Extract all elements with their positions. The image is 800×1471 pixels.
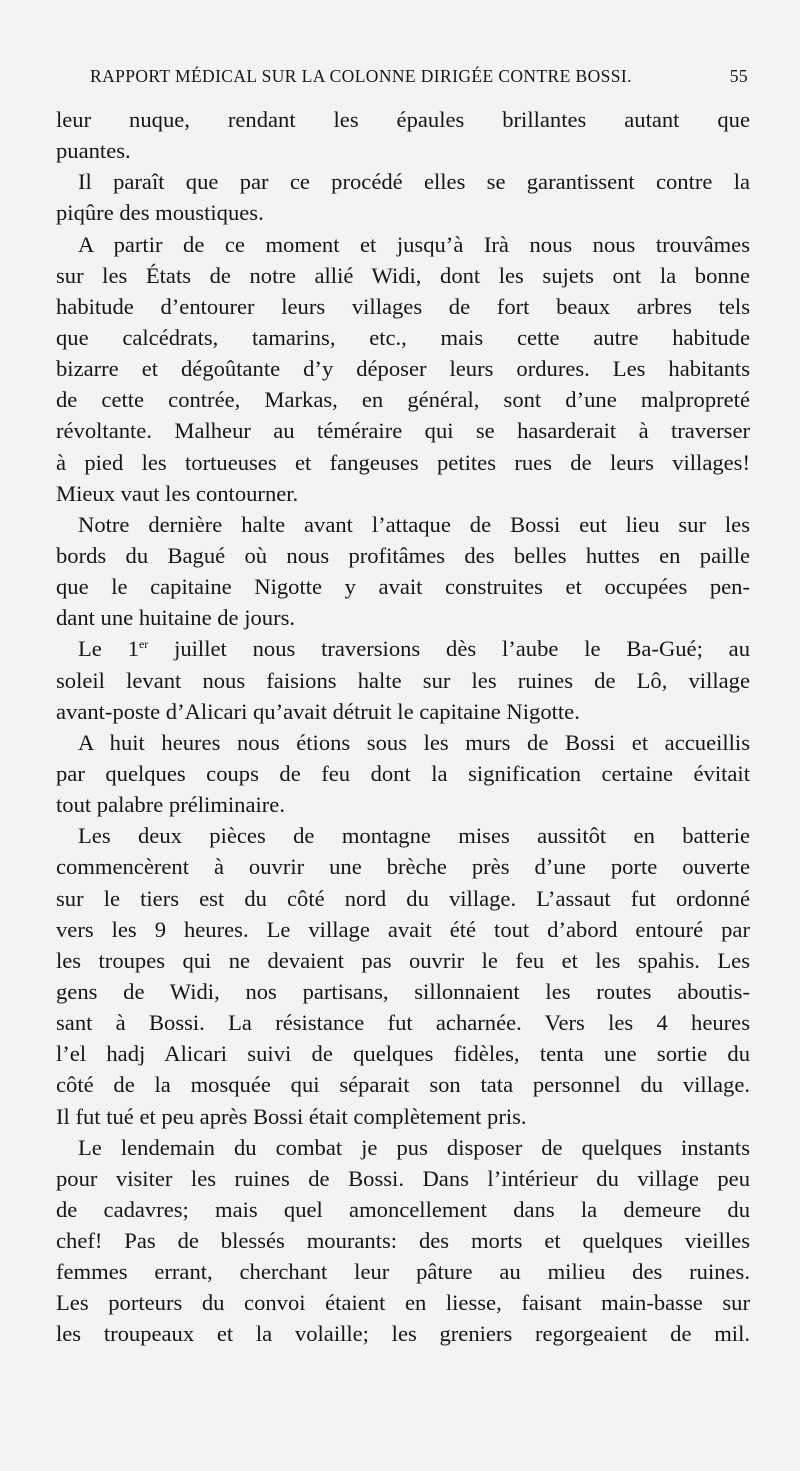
text-line: leur nuque, rendant les épaules brillantes autant que <box>56 107 750 132</box>
text-line: à pied les tortueuses et fangeuses petites rues de leurs villages! <box>56 449 750 475</box>
text-line: commencèrent à ouvrir une brèche près d’une porte ouverte <box>56 854 750 880</box>
text-line: bords du Bagué où nous profitâmes des belles huttes en paille <box>56 542 750 568</box>
text-line: femmes errant, cherchant leur pâture au milieu des ruines. <box>56 1259 750 1285</box>
text-line: sur le tiers est du côté nord du village. L’assaut fut ordonné <box>56 885 750 911</box>
text-line: l’el hadj Alicari suivi de quelques fidèles, tenta une sortie du <box>56 1041 750 1067</box>
text-line: Il paraît que par ce procédé elles se garantissent contre la <box>78 169 750 195</box>
text-line: avant-poste d’Alicari qu’avait détruit le capitaine Nigotte. <box>56 698 580 724</box>
running-header <box>62 64 748 90</box>
text-line: Les deux pièces de montagne mises aussitôt en batterie <box>78 823 750 849</box>
text-line: piqûre des moustiques. <box>56 200 264 226</box>
text-line: côté de la mosquée qui séparait son tata personnel du village. <box>56 1072 750 1098</box>
text-line-rest: juillet nous traversions dès l’aube le Ba-Gué; au <box>174 636 750 662</box>
text-line: soleil levant nous faisions halte sur les ruines de Lô, village <box>56 667 750 693</box>
text-line: bizarre et dégoûtante d’y déposer leurs ordures. Les habitants <box>56 356 750 382</box>
text-line: Il fut tué et peu après Bossi était complètement pris. <box>56 1103 527 1129</box>
ordinal-superscript: er <box>138 637 149 652</box>
text-line: A partir de ce moment et jusqu’à Irà nous nous trouvâmes <box>78 231 750 257</box>
text-line: vers les 9 heures. Le village avait été tout d’abord entouré par <box>56 916 750 942</box>
text-line: de cette contrée, Markas, en général, sont d’une malpropreté <box>56 387 750 413</box>
text-line-date <box>56 633 750 664</box>
running-title: RAPPORT MÉDICAL SUR LA COLONNE DIRIGÉE CONTRE BOSSI. <box>90 66 632 86</box>
text-line: que le capitaine Nigotte y avait construites et occupées pen- <box>56 574 750 600</box>
page-number: 55 <box>729 66 748 86</box>
text-line: Mieux vaut les contourner. <box>56 480 299 506</box>
text-line: révoltante. Malheur au téméraire qui se hasarderait à traverser <box>56 418 750 444</box>
text-line: Notre dernière halte avant l’attaque de Bossi eut lieu sur les <box>78 511 750 537</box>
body-text <box>56 104 750 1350</box>
text-line: les troupeaux et la volaille; les greniers regorgeaient de mil. <box>56 1321 750 1347</box>
text-line: habitude d’entourer leurs villages de fort beaux arbres tels <box>56 293 750 319</box>
text-line: dant une huitaine de jours. <box>56 605 296 631</box>
text-line: chef! Pas de blessés mourants: des morts et quelques vieilles <box>56 1228 750 1254</box>
text-line: tout palabre préliminaire. <box>56 792 285 818</box>
text-line: gens de Widi, nos partisans, sillonnaient les routes aboutis- <box>56 978 750 1004</box>
text-line: par quelques coups de feu dont la signification certaine évitait <box>56 760 750 786</box>
text-line: puantes. <box>56 138 131 164</box>
text-line: sur les États de notre allié Widi, dont les sujets ont la bonne <box>56 262 750 288</box>
text-line: les troupes qui ne devaient pas ouvrir le feu et les spahis. Les <box>56 947 750 973</box>
text-line: sant à Bossi. La résistance fut acharnée. Vers les 4 heures <box>56 1010 750 1036</box>
text-line: Les porteurs du convoi étaient en liesse, faisant main-basse sur <box>56 1290 750 1316</box>
text-line: que calcédrats, tamarins, etc., mais cette autre habitude <box>56 324 750 350</box>
text-line: de cadavres; mais quel amoncellement dans la demeure du <box>56 1196 750 1222</box>
text-line: pour visiter les ruines de Bossi. Dans l’intérieur du village peu <box>56 1165 750 1191</box>
text-line: Le lendemain du combat je pus disposer de quelques instants <box>78 1134 750 1160</box>
date-prefix: Le 1 <box>78 636 139 662</box>
text-line: A huit heures nous étions sous les murs de Bossi et accueillis <box>78 729 750 755</box>
